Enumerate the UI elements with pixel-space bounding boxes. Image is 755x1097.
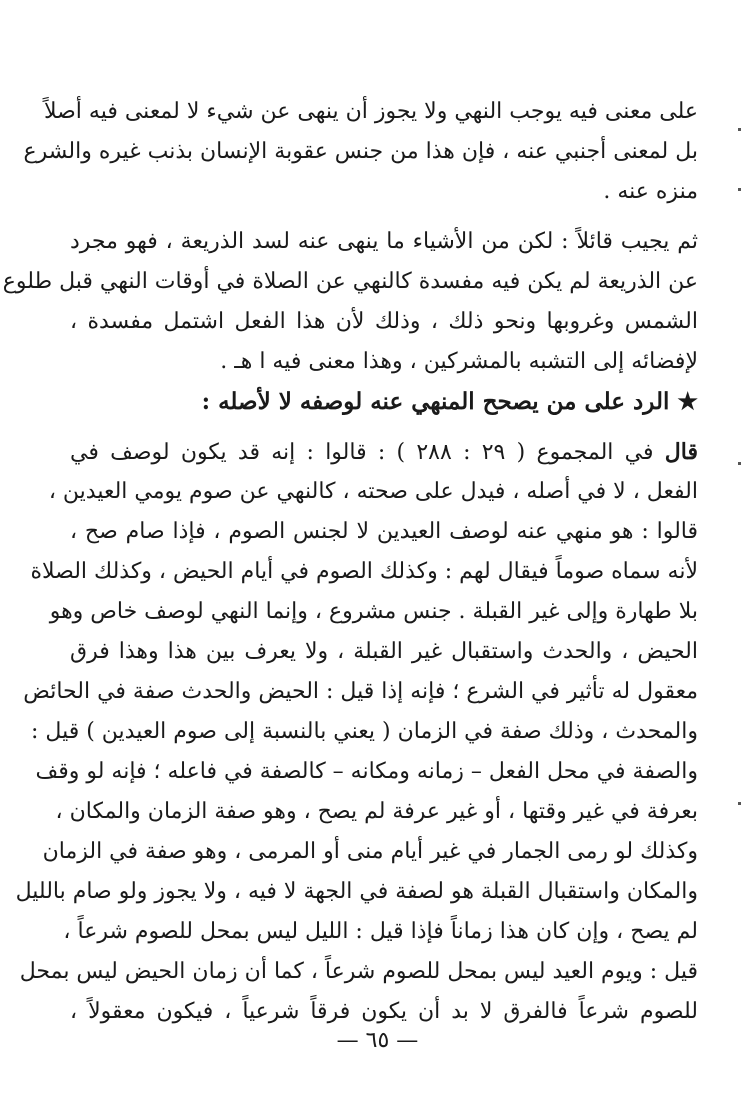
- star-icon: ★: [677, 388, 698, 415]
- text-line: قالوا : هو منهي عنه لوصف العيدين لا لجنس الصوم ، فإذا صام صح ،: [70, 519, 698, 544]
- text-line: الفعل ، لا في أصله ، فيدل على صحته ، كالنهي عن صوم يومي العيدين ،: [48, 479, 698, 504]
- text-line: ثم يجيب قائلاً : لكن من الأشياء ما ينهى عنه لسد الذريعة ، فهو مجرد: [70, 229, 698, 254]
- scan-speck: [738, 462, 741, 465]
- text-line: بعرفة في غير وقتها ، أو غير عرفة لم يصح ، وهو صفة الزمان والمكان ،: [55, 799, 698, 824]
- page-number: — ٦٥ —: [336, 1028, 419, 1053]
- text-line: لم يصح ، وإن كان هذا زماناً فإذا قيل : الليل ليس بمحل للصوم شرعاً ،: [63, 919, 698, 944]
- text-line: معقول له تأثير في الشرع ؛ فإنه إذا قيل : الحيض والحدث صفة في الحائض: [23, 679, 698, 704]
- scan-speck: [738, 128, 741, 131]
- text-line: على معنى فيه يوجب النهي ولا يجوز أن ينهى عن شيء لا لمعنى فيه أصلاً: [43, 99, 698, 124]
- text-line: والمكان واستقبال القبلة هو لصفة في الجهة لا فيه ، ولا يجوز ولو صام بالليل: [15, 879, 698, 904]
- text-line: للصوم شرعاً فالفرق لا بد أن يكون فرقاً شرعياً ، فيكون معقولاً ،: [70, 999, 698, 1024]
- text-line: لأنه سماه صوماً فيقال لهم : وكذلك الصوم في أيام الحيض ، وكذلك الصلاة: [30, 559, 698, 584]
- text-line-rest: في المجموع ( ٢٩ : ٢٨٨ ) : قالوا : إنه قد يكون لوصف في: [70, 440, 665, 465]
- text-line: بل لمعنى أجنبي عنه ، فإن هذا من جنس عقوبة الإنسان بذنب غيره والشرع: [23, 139, 698, 164]
- scan-speck: [738, 188, 741, 191]
- page-body: [2, 92, 698, 1032]
- text-line: الحيض ، والحدث واستقبال غير القبلة ، ولا يعرف بين هذا وهذا فرق: [70, 639, 698, 664]
- text-line: بلا طهارة وإلى غير القبلة . جنس مشروع ، وإنما النهي لوصف خاص وهو: [49, 599, 698, 624]
- text-line: لإفضائه إلى التشبه بالمشركين ، وهذا معنى فيه ا هـ .: [220, 349, 698, 374]
- text-line: وكذلك لو رمى الجمار في غير أيام منى أو المرمى ، وهو صفة في الزمان: [42, 839, 698, 864]
- section-heading-text: الرد على من يصحح المنهي عنه لوصفه لا لأصله :: [201, 388, 670, 415]
- paragraph-1: [23, 92, 698, 212]
- text-line: قيل : ويوم العيد ليس بمحل للصوم شرعاً ، كما أن زمان الحيض ليس بمحل: [19, 959, 698, 984]
- lead-word: قال: [664, 439, 698, 465]
- section-heading: [70, 382, 698, 422]
- text-line: منزه عنه .: [603, 179, 698, 204]
- scan-speck: [738, 802, 741, 805]
- text-line: والمحدث ، وذلك صفة في الزمان ( يعني بالنسبة إلى صوم العيدين ) قيل :: [31, 719, 698, 744]
- text-line: عن الذريعة لم يكن فيه مفسدة كالنهي عن الصلاة في أوقات النهي قبل طلوع: [2, 269, 698, 294]
- text-line: والصفة في محل الفعل – زمانه ومكانه – كالصفة في فاعله ؛ فإنه لو وقف: [35, 759, 698, 784]
- paragraph-2: [2, 222, 698, 382]
- text-line: [70, 432, 698, 472]
- text-line: الشمس وغروبها ونحو ذلك ، وذلك لأن هذا الفعل اشتمل مفسدة ،: [70, 309, 698, 334]
- paragraph-3: [15, 432, 698, 1032]
